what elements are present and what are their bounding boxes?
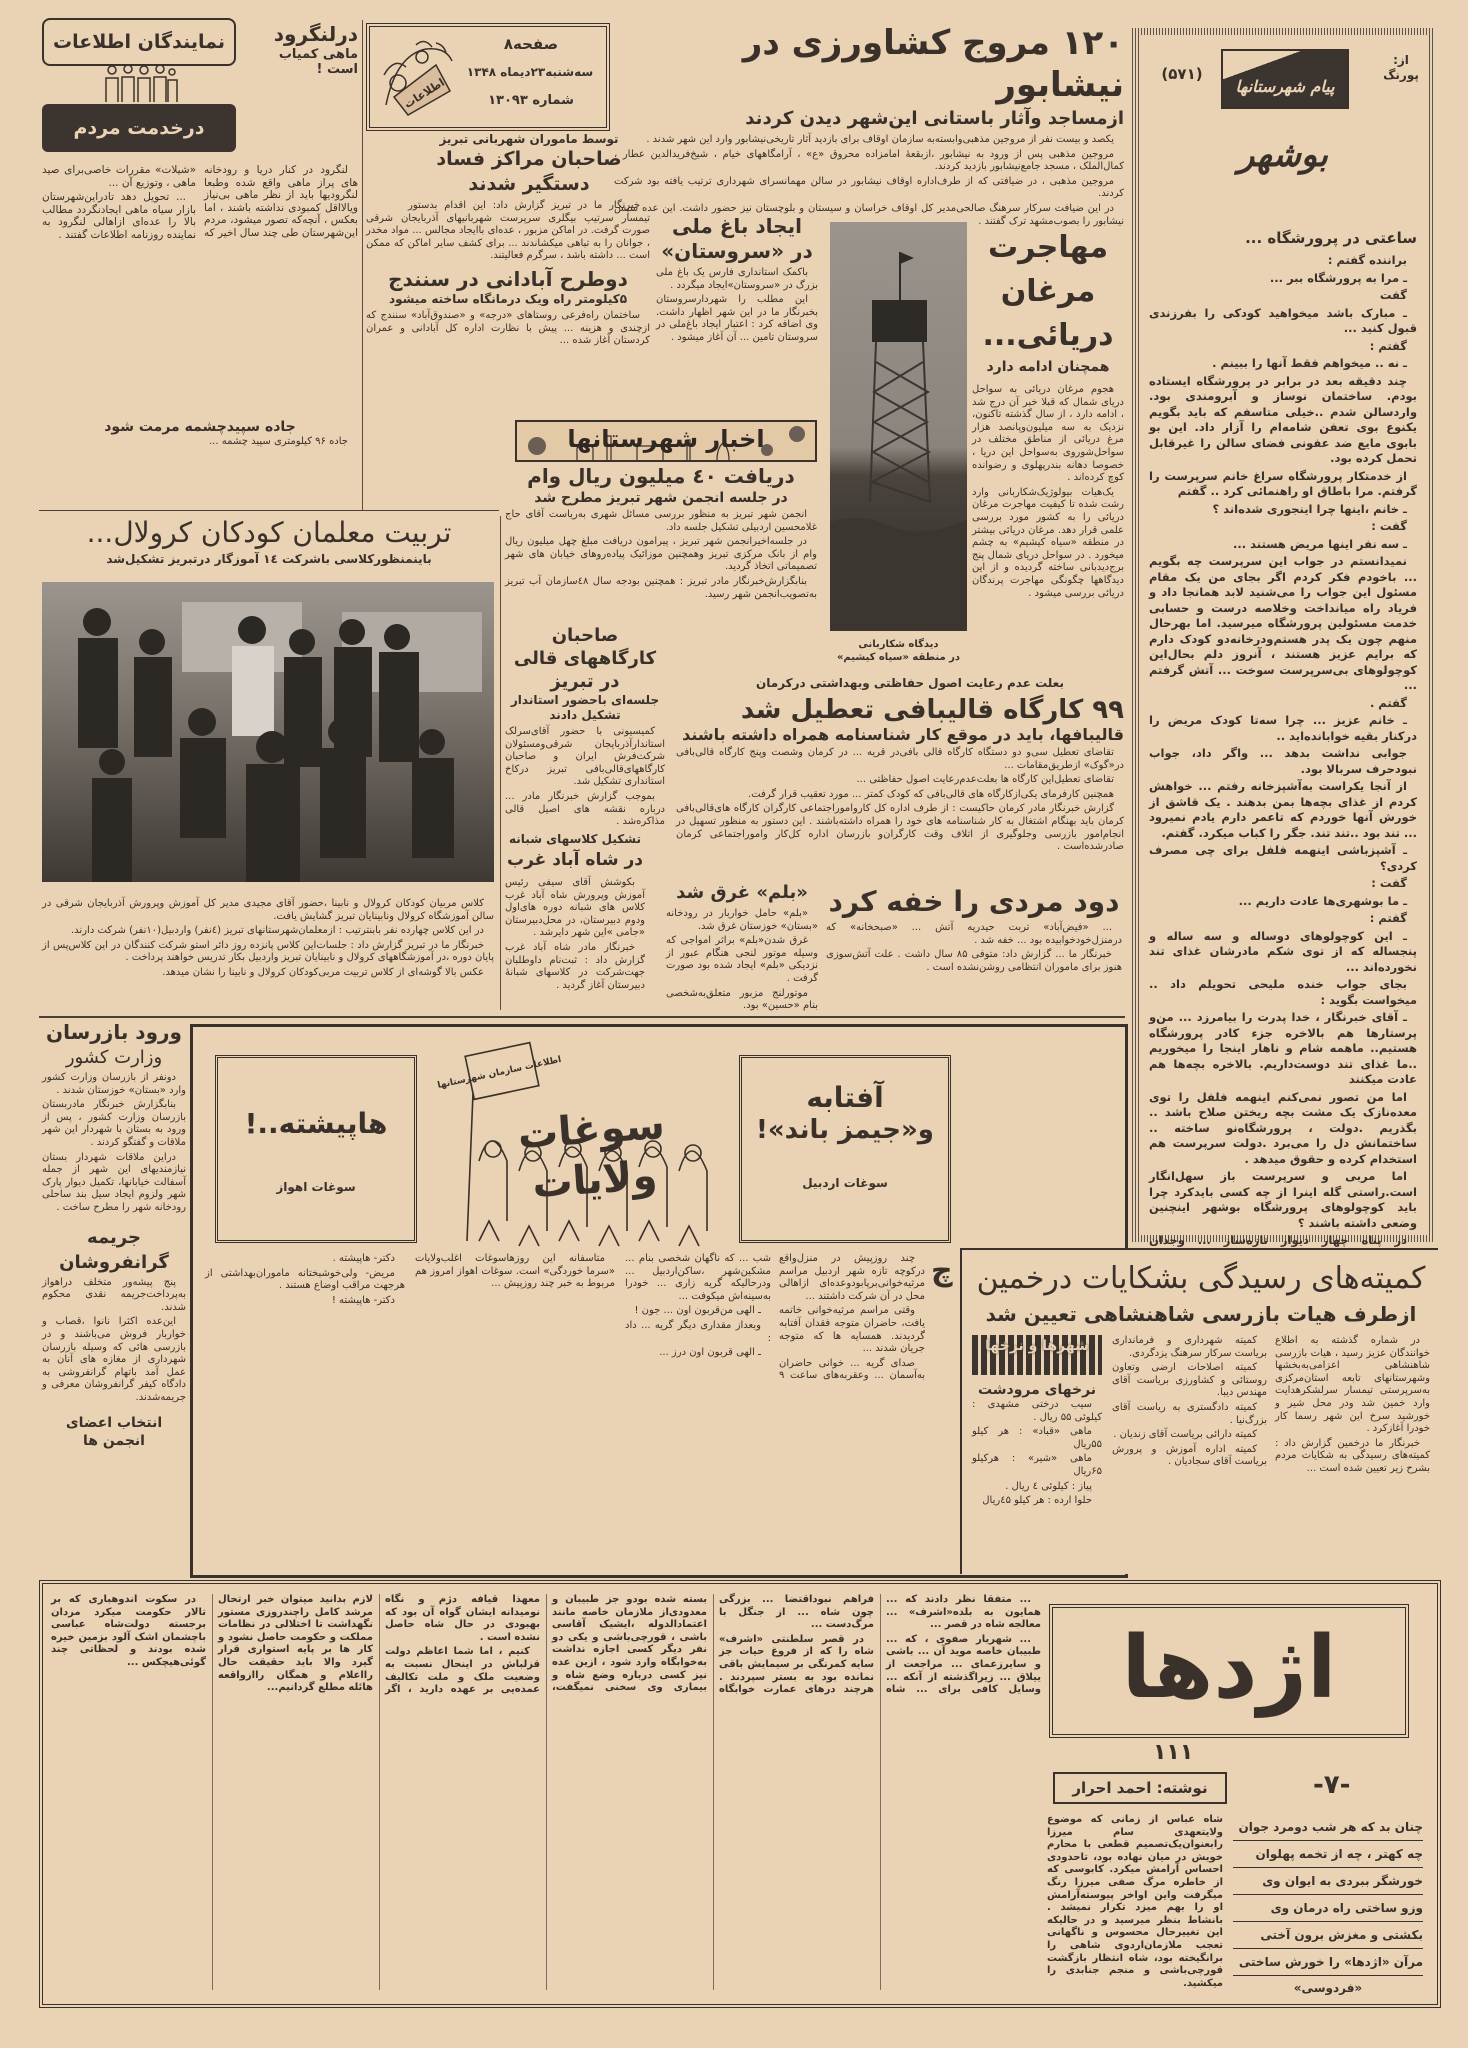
khomein-subhead: ازطرف هیات بازرسی شاهنشاهی تعیین شد xyxy=(985,1302,1417,1326)
neyshabur-clearance-spacer xyxy=(366,132,408,210)
hapishteh-box xyxy=(215,1055,417,1243)
column-divider xyxy=(362,20,363,510)
ettelaat-logo-icon xyxy=(376,35,460,119)
langrud-subhead: ماهی کمیاب است ! xyxy=(278,47,358,77)
paragraph: اما مربی و سرپرست باز سهل‌انگار است.راستی گله اینرا از چه کسی بایدکرد چرا باید کوچولوهای پرورشگاه بوشهر اینچنین وضعی داشته باشند ؟ xyxy=(1149,1169,1417,1230)
payam-city: بوشهر xyxy=(1238,135,1328,175)
kerman-body xyxy=(676,747,1124,854)
birds-headline-2: مرغان xyxy=(1000,274,1096,309)
loan-article xyxy=(505,464,817,603)
paragraph: گفت xyxy=(1379,288,1407,302)
serial-title: اژدها xyxy=(1121,1618,1337,1718)
payam-box xyxy=(1132,28,1434,1247)
serial-poem xyxy=(1233,1814,1423,2000)
carpet-tabriz-body xyxy=(505,726,665,829)
paragraph: براننده گفتم : xyxy=(1327,253,1407,267)
paragraph: گفتم . xyxy=(1369,695,1407,710)
watchtower-photo xyxy=(830,222,967,631)
paragraph: جوابی نداشت بدهد ... واگر داد، جواب نبودحرف سربالا بود. xyxy=(1149,746,1417,776)
paragraph: کمیته اصلاحات ارضی وتعاون روستائی و کشاورزی بریاست آقای مهندس دیبا. xyxy=(1112,1362,1267,1399)
paragraph: چند روزپیش در منزل‌واقع درکوچه تازه شهر اردبیل مراسم مرثیه‌خوانی‌برپابود‌وعده‌ای ازاهالی محل در آن شرکت داشتند ... xyxy=(779,1253,925,1302)
paragraph: در شماره گذشته به اطلاع خوانندگان عزیز رسید ، هیات بازرسی شاهنشاهی اعزامی‌به‌بخشها وشهرستانهای تابعه استان‌مرکزی به‌سرپرستی تیمسار سرلشکرهدایت وارد خمین شد ودر محل شیر و خورشید سرخ این شهر رسما کار خودرا آغازکرد . xyxy=(1275,1335,1430,1435)
price-item: ماهی «قباد» : هر کیلو ۵۵ریال xyxy=(972,1426,1102,1450)
payam-author-name: پورنگ xyxy=(1383,68,1419,82)
ostan-news-banner xyxy=(515,420,817,462)
sarvestan-headline-1: ایجاد باغ ملی xyxy=(672,214,802,238)
council-article xyxy=(42,1414,186,1450)
aftabe-source: سوغات اردبیل xyxy=(802,1176,888,1190)
langrud-headline: درلنگرود xyxy=(273,22,358,46)
fesad-kicker: توسط ماموران شهربانی تبریز xyxy=(439,132,619,146)
poem-line: وزو ساختی راه درمان وی xyxy=(1233,1895,1423,1922)
paragraph: عکس بالا گوشه‌ای از کلاس تربیت مربی‌کودکان کرولال و نابینا را نشان میدهد. xyxy=(162,966,484,978)
paragraph: ـ ما بوشهری‌ها عادت داریم ... xyxy=(1238,893,1407,908)
paragraph: خبرنگار ما در تبریز گزارش داد: این اقدام بدستور تیمسار سرتیپ بیگلری سرپرست شهربانیهای آذربایجان شرقی صورت گرفت. در اماکن مزبور ، عده‌ای باایجاد مجالس ... مواد مخدر ، جوانان را به تباهی میکشاندند ... برای کشف سایر اماکن که ممکن است ... داشته باشد ، سرگرم فعالیتند. xyxy=(366,200,650,262)
page-masthead xyxy=(366,23,610,131)
serial-section xyxy=(39,1580,1441,2008)
paragraph: بجای جواب خنده ملیحی تحویلم داد .. میخواست بگوید : xyxy=(1149,977,1417,1007)
smoke-article xyxy=(826,886,1122,976)
carpet-tabriz-subhead: جلسه‌ای باحضور استاندار تشکیل دادند xyxy=(510,693,660,722)
price-item: سیب درختی مشهدی : کیلوئی ۵۵ ریال . xyxy=(972,1399,1102,1423)
shahabad-kicker: تشکیل کلاسهای شبانه xyxy=(509,832,641,846)
paragraph: مریض- ولی‌خوشبختانه ماموران‌بهداشتی از هرجهت مراقب اوضاع هستند . xyxy=(205,1267,405,1292)
kerman-subhead: قالیبافها، باید در موقع کار شناسنامه همراه داشته باشند xyxy=(682,725,1124,744)
paragraph: پنج پیشه‌ور متخلف دراهواز به‌پرداخت‌جریمه نقدی محکوم شدند. xyxy=(42,1276,186,1313)
kids-caption xyxy=(42,898,494,982)
inspectors-article xyxy=(42,1020,186,1217)
paragraph: دونفر از بازرسان وزارت کشور وارد «بستان» خوزستان شدند . xyxy=(42,1072,186,1096)
payam-author-label: از: xyxy=(1393,53,1409,67)
paragraph: ـ الهی من‌قربون اون ... جون ! xyxy=(634,1305,761,1317)
paragraph: کمیته دارائی بریاست آقای زندیان . xyxy=(1113,1429,1257,1441)
paragraph: هجوم مرغان دریائی به سواحل دریای شمال که قبلا خبر آن درج شد ، ادامه دارد ، از سال گذشته تاکنون، نزدیک به سه میلیون‌وپانصد هزار مرغ دریائی از مناطق مختلف در سواحل‌شوروی به‌سواحل این دریا ، خصوصا دهانه بندرپهلوی و رضوانده کوچ کرده‌اند . xyxy=(972,384,1124,484)
paragraph: صدای گریه ... خوانی حاضران به‌آسمان ... وعقربه‌های ساعت ۹ شب ... که ناگهان شخصی بنام ... مشکین‌شهر ،ساکن‌اردبیل ... ودرحالیکه گریه زاری ... خودرا به‌سینه‌اش میکوفت ... xyxy=(625,1253,925,1382)
watchtower-image xyxy=(830,222,967,631)
inspectors-body xyxy=(42,1072,186,1215)
payam-number: (۵۷۱) xyxy=(1161,65,1203,83)
paragraph: دکتر- هاپیشته . xyxy=(332,1253,395,1264)
langrud-second-body xyxy=(42,436,358,449)
khomein-body xyxy=(1112,1335,1430,1476)
watchtower-caption-line-2: در منطقه «سیاه کیشیم» xyxy=(836,652,961,663)
poem-line: خورشگر ببردی به ایوان وی xyxy=(1233,1868,1423,1895)
watchtower-caption-line-1: دیدگاه شکاربانی xyxy=(858,639,939,650)
paragraph: ـ خانم عزیز ... چرا سه‌تا کودک مریض را درکنار بقیه خوابانده‌اید .. xyxy=(1149,713,1417,743)
paragraph: خبرنگار ما در تبریز گزارش داد : جلسات‌این کلاس پانزده روز دائر استو شرکت کنندگان در این کلاس‌پس از پایان دوره ،در آموزشگاههای کرولال و نابینایان تبریز واردبیل بکار تدریس خواهند پرداخت . xyxy=(42,939,494,964)
fesad-headline: صاحبان مراکز فساد دستگیر شدند xyxy=(436,148,622,195)
prices-list xyxy=(972,1399,1102,1508)
shahabad-body xyxy=(505,877,645,992)
issue-date: سه‌شنبه۲۳دیماه ۱۳۴۸ xyxy=(466,65,594,79)
council-headline-1: انتخاب اعضای xyxy=(65,1415,163,1432)
paragraph: ... شهریار صفوی ، که ... طبیبان خاصه موید آن ... باشی و سایرزعمای ... مراجعت از ییلاق ... زیراگذشته از آنکه ... وسایل کافی برای ... شاه فراهم نبوداقتضا ... بزرگی چون شاه ... از جنگل با مرگ‌دست ... xyxy=(719,1594,1041,1696)
birds-headline-1: مهاجرت xyxy=(987,230,1109,265)
fesad-article xyxy=(366,132,650,265)
paragraph: گفتم : xyxy=(1369,911,1407,925)
langrud-second-article xyxy=(42,418,358,451)
paragraph: خبرنگار ما ... گزارش داد: متوفی ۸۵ سال داشت . علت آتش‌سوزی هنوز برای ماموران انتظامی روشن‌نشده است . xyxy=(826,949,1122,973)
serial-title-box xyxy=(1049,1604,1409,1738)
watchtower-caption xyxy=(830,638,967,664)
page-number: صفحه۸ xyxy=(503,35,559,53)
paragraph: گفت : xyxy=(1371,876,1407,890)
paragraph: در این ضیافت سرکار سرهنگ صالحی‌مدیر کل اوقاف خراسان و سیستان و بلوچستان نیز حضور داشت. این عده سپس نیشابور را بصوب‌مشهد ترک گفتند . xyxy=(614,202,1124,227)
paragraph: تقاضای تعطیل سی‌و دو دستگاه کارگاه قالی بافی‌در قریه ... در کرمان وشصت وپنج کارگاه قالی‌بافی در«گوک» ازطریق‌مقامات ... xyxy=(676,747,1124,771)
paragraph: در این کلاس چهارده نفر بابنترتیب : ازمعلمان‌شهرستانهای تبریز (٤نفر) واردبیل(۱۰نفر) شرکت دارند. xyxy=(71,925,484,937)
profiteers-article xyxy=(42,1225,186,1407)
paragraph: «بلم» حامل خواربار در رودخانه «بستان» خوزستان غرق شد. xyxy=(666,908,818,932)
paragraph: متاسفانه این روزهاسوغات اغلب‌ولایات «سرما خوردگی» است. سوغات اهواز امروز هم مربوط به خبر چند روزپیش ... xyxy=(415,1253,615,1290)
paragraph: کنیم ، اما شما اعاظم دولت قزلباش در اینحال نسبت به وضعیت ملک و ملت تکالیف عمده‌یی بر عهده دارید ، اگر لازم بدانید میتوان خبر ارتحال مرشد کامل راچندروزی مستور نگهداشت تا اختلالی در نظامات مملکت و حکومت حاصل نشود و کار ها بر پایه استواری قرار گیرد والا باید حقیقت حال رااعلام و همگان راازواقعه هائله مطلع گردانیم... xyxy=(218,1594,540,1696)
paragraph: انجمن شهر تبریز به منظور بررسی مسائل شهری به‌ریاست آقای حاج غلامحسین اردبیلی تشکیل جلسه داد. xyxy=(505,509,817,533)
kerman-headline: ۹۹ کارگاه قالیبافی تعطیل شد xyxy=(740,695,1124,725)
paragraph: ـ مرا به پرورشگاه ببر ... xyxy=(1269,270,1407,285)
sanandaj-article xyxy=(366,267,650,350)
serial-author: نوشته: احمد احرار xyxy=(1053,1772,1227,1804)
poem-line: چنان بد که هر شب دومرد جوان xyxy=(1233,1814,1423,1841)
group-people-image xyxy=(42,582,494,882)
loan-headline: دریافت ٤۰ میلیون ریال وام xyxy=(527,464,795,488)
price-item: ماهی «شیر» : هرکیلو ۶۵ریال xyxy=(972,1453,1102,1477)
hapishteh-source: سوغات اهواز xyxy=(276,1180,356,1194)
paragraph: یکصد و بیست نفر از مروجین مذهبی‌وابسته‌به سازمان اوقاف برای بازدید آثار تاریخی‌نیشابور وارد این شهر شدند . xyxy=(646,134,1114,145)
serial-episode: -۷- xyxy=(1313,1770,1351,1800)
paragraph: مروجین مذهبی ، در ضیافتی که از طرف‌اداره اوقاف نیشابور در سالن مهمانسرای شهرداری ترتیب یافته بود شرکت کردند. xyxy=(614,175,1124,200)
paragraph: از خدمتکار پرورشگاه سراغ خانم سرپرست را گرفتم. مرا باطاق او راهنمائی کرد .. گفتم xyxy=(1149,468,1417,498)
profiteers-body xyxy=(42,1277,186,1405)
paragraph: گفت : xyxy=(1371,519,1407,533)
paragraph: ـ مبارک باشد میخواهید کودکی را بفرزندی قبول کنید ... xyxy=(1149,305,1417,335)
prices-title: نرخهای مرودشت xyxy=(977,1382,1097,1398)
paragraph: ـ این کوچولوهای دوساله و سه ساله و پنجساله که از توی شکم مادرشان غذای تند نخورده‌اند ... xyxy=(1149,928,1417,974)
paragraph: از آنجا یکراست به‌آشپزخانه رفتم ... خواهش کردم از غذای بچه‌ها بمن بدهند . یک قاشق از خورش آنها خوردم که تاعمر دارم یادم نمیرود ... تند بود ..تند تند. جگر را کباب میکرد. گفتم. xyxy=(1149,779,1417,840)
fesad-body xyxy=(366,200,650,263)
council-headline-2: انجمن ها xyxy=(83,1433,145,1450)
paragraph: بنابگزارش خبرنگار مادربستان بازرسان وزارت کشور ، پس از ورود به بستان با شهردار این شهر ملاقات و گفتگو کردند . xyxy=(42,1099,186,1148)
neyshabur-headline: ۱۲۰ مروج کشاورزی در نیشابور xyxy=(742,23,1124,105)
representatives-logo-top: نمایندگان اطلاعات xyxy=(42,18,236,66)
price-item: حلوا ارده : هر کیلو ٤۵ریال xyxy=(982,1495,1092,1507)
serial-body xyxy=(51,1594,1041,1990)
paragraph: لنگرود در کنار دریا و رودخانه های پراز ماهی واقع شده وطبعا لنگرودیها باید از نظر ماهی بی‌نیاز ویالااقل کمبودی نداشته باشند ، اما بعکس ، آنچه‌که تصور میشود، مردم این‌شهرستان طی چند سال اخیر که «شیلات» مقررات خاصی‌برای صید ماهی ، وتوزیع آن ... xyxy=(42,164,358,239)
paragraph: مروجین مذهبی پس از ورود به نیشابور ،ازبقعهٔ امامزاده محروق «ع» ، آرامگاههای خیام ، شیخ‌فریدالدین عطار ، کمال‌الملک ، مسجد جامع‌نیشابور بازدید کردند. xyxy=(614,148,1124,173)
ostan-news-title: اخبار شهرستانها xyxy=(567,425,765,453)
section-divider xyxy=(39,510,499,511)
aftabe-title-1: آفتابه xyxy=(806,1081,884,1114)
cartoon-sign-text: اطلاعات سازمان شهرستانها xyxy=(436,1054,563,1091)
neyshabur-subhead: ازمساجد وآثار باستانی این‌شهر دیدن کردند xyxy=(745,108,1124,129)
paragraph: دراین ملاقات شهردار بستان نیازمندیهای این شهر از جمله آسفالت خیابانها، تکمیل دیوار پارک شهر ولزوم ایجاد سیل بند ساحلی رودخانه شهر را مطرح ساخت . xyxy=(42,1151,186,1213)
paragraph: کمیته اداره آموزش و پرورش بریاست آقای سجادیان . xyxy=(1112,1443,1267,1468)
smoke-headline: دود مردی را خفه کرد xyxy=(828,885,1120,918)
inspectors-subhead: وزارت کشور xyxy=(65,1047,163,1068)
section-divider xyxy=(39,1016,1125,1018)
paragraph: یک‌هیات بیولوژیک‌شکاربانی وارد رشت شده تا کیفیت مهاجرت مرغان دریائی را به کشور مورد بررسی علمی قرار دهد. مرغان دریائی بیشتر در منطقه «سیاه کیشیم» به چشم میخورد . در سواحل دریای شمال پنج برج‌دیدبانی ساخته گردیده و از این دیدگاهها چگونگی مهاجرت پرندگان دریائی بررسی میشود . xyxy=(972,486,1124,599)
representatives-logo xyxy=(42,18,238,154)
sowghat-title: سوغات ولایات xyxy=(516,1101,667,1208)
paragraph: وبعداز مقداری دیگر گریه ... داد : xyxy=(625,1319,771,1344)
ardabil-body xyxy=(625,1253,925,1383)
kerman-article xyxy=(676,694,1124,856)
paragraph: در قصر سلطنتی «اشرف» شاه را که از فروغ حیات جز سایه کمرنگی بر سیمایش باقی نمانده بود به بستر سپردند . هرچند درهای عمارت خوابگاه بسته شده بودو جز طبیبان و معدودی‌از ملازمان خاصه مانند اعتمادالدوله ،ایشیک آقاسی باشی ، قورچی‌باشی و یکی دو نفر دیگر کسی اجازه نداشت به‌خوابگاه وارد شود ، ازین عده نیز کسی درباره وضع شاه و بیماری وی سخنی نمیگفت، معهذا قیافه دژم و نگاه نومیدانه ایشان گواه آن بود که بهبودی در حال شاه حاصل نشده است . xyxy=(385,1594,874,1696)
paragraph: ... «فیض‌آباد» تربت حیدریه آتش ... «صبحخانه» که درمنزل‌خودخوابیده بود ... خفه شد . xyxy=(826,922,1122,946)
paragraph: گفتم : xyxy=(1369,338,1407,353)
neyshabur-article xyxy=(614,22,1124,230)
paragraph: چند دقیقه بعد در برابر در پرورشگاه ایستاده بودم. ساختمان نوساز و آبرومندی بود. واردسالن شدم ..خیلی متاسفم که باید بگویم یکنوع بوی تعفن شامه‌ام را آزار داد. این بو بابوی مایع ضد عفونی فضای سالن را غیرقابل تحمل کرده بود. xyxy=(1149,373,1417,465)
prices-box xyxy=(972,1335,1102,1510)
loan-subhead: در جلسه انجمن شهر تبریز مطرح شد xyxy=(534,490,788,506)
birds-body xyxy=(972,384,1124,600)
sarvestan-body xyxy=(656,267,818,345)
paragraph: نمیدانستم در جواب این سرپرست چه بگویم ... باخودم فکر کردم اگر بجای من یک مقام مسئول این جواب را می‌شنید لابد همانجا داد و فریاد راه میانداخت وخلاصه درست و حسابی خدمت مسئولین پرورشگاه میرسید. اما بهرحال منهم چون یک پدر هستم‌ودرخانه‌دو کودک دارم که برایم عزیز هستند ، آنروز دلم بحال‌این کوچولوهای بی‌سرپرست سوخت ... آتش گرفتم ... xyxy=(1149,554,1417,692)
poem-line: بکشتی و مغزش برون آختی xyxy=(1233,1922,1423,1949)
payam-author xyxy=(1381,53,1421,83)
paragraph: در پناه چهار دیوار تازه‌ساز ... وجدان xyxy=(1149,1233,1407,1247)
paragraph: کمیته شهرداری و فرمانداری بریاست سرکار سرهنگ یزدگردی. xyxy=(1112,1335,1267,1359)
sowghat-intro xyxy=(415,1253,615,1293)
paragraph: ... تحویل دهد تادراین‌شهرستان بازار سیاه ماهی ایجادنگردد مطالب بالا را عده‌ای ازاهالی لنگرود به نماینده روزنامه اطلاعات گفتند . xyxy=(42,191,196,241)
paragraph: دکتر- هاپیشته ! xyxy=(331,1294,395,1306)
poem-line: مرآن «اژدها» را خورش ساختی xyxy=(1233,1949,1423,1976)
kids-subhead: باینمنظورکلاسی باشرکت ۱٤ آموزگار درتبریز تشکیل‌شد xyxy=(106,552,432,566)
fesad-sanandaj-column xyxy=(366,132,650,350)
shahabad-headline: در شاه آباد غرب xyxy=(507,850,643,870)
hapishteh-title: هاپیشته..! xyxy=(244,1107,388,1140)
birds-headline-3: دریائی... xyxy=(982,318,1114,353)
paragraph: غرق شدن«بلم» براثر امواجی که وسیله موتور لنجی هنگام عبور از نزدیکی «بلم» ایجاد شده بود صورت گرفت . xyxy=(666,935,818,984)
balam-headline: «بلم» غرق شد xyxy=(676,882,808,903)
paragraph: همچنین کارفرمای یکی‌ازکارگاه های قالی‌بافی که کودک کمتر ... مورد تعقیب قرار گرفت. xyxy=(747,788,1114,800)
birds-article xyxy=(972,226,1124,602)
paragraph: بموجب گزارش خبرنگار مادر ... درباره نقشه های اصیل قالی مذاکره‌شد . xyxy=(505,790,665,828)
paragraph: باکمک استانداری فارس یک باغ ملی بزرگ در «سروستان»ایجاد میگردد . xyxy=(656,267,818,291)
paragraph: بنابگزارش‌خبرنگار مادر تبریز : همچنین بودجه سال ٤۸سازمان آب تبریز به‌تصویب‌انجمن شهر رسید. xyxy=(505,575,817,600)
paragraph: ساختمان راه‌فرعی روستاهای «درجه» و «صندوق‌آباد» سنندج که ازچندی و هزینه ... پیش با نظارت اداره کل آبادانی و عمران کردستان آغاز شده ... xyxy=(366,309,650,347)
paragraph: این‌عده اکثرا نانوا ،قصاب و خواربار فروش می‌باشند و در بازرسی هائی که وسیله بازرسان شهرداری از مغازه های آنان به عمل آمد باتهام گرانفروشی به دادگاه کیفر گرانفروشان معرفی و جریمه‌شدند. xyxy=(42,1316,186,1403)
kids-headline: تربیت معلمان کودکان کرولال... xyxy=(86,516,452,549)
ardabil-dropcap: چ xyxy=(931,1253,953,1288)
payam-headline: ساعتی در پرورشگاه ... xyxy=(1245,229,1417,247)
paragraph: در جلسه‌اخیرانجمن شهر تبریز ، پیرامون دریافت مبلغ چهل میلیون ریال وام از بانک مرکزی تبریز وهمچنین موزائیک پیاده‌روهای خیابان های شهر تصمیماتی اتخاذ گردید. xyxy=(505,536,817,573)
khomein-headline: کمیته‌های رسیدگی بشکایات درخمین xyxy=(976,1261,1426,1296)
balam-article xyxy=(666,880,818,1015)
paragraph: کلاس مربیان کودکان کرولال و نابینا ،حضور آقای مجیدی مدیر کل آموزش وپرورش آذربایجان شرقی در سالن آموزشگاه کرولال ونابینایان تبریز گشایش یافت. xyxy=(42,898,494,922)
paragraph: ... متفقا نظر دادند که ... همایون به بلده«اشرف» ... معالجه شاه در قصر ... xyxy=(886,1594,1041,1631)
serial-intro: شاه عباس از زمانی که موضوع ولایتعهدی سام میرزا رابعنوان‌یک‌تصمیم قطعی با محارم خویش در میان نهاده بود، تاحدودی احساس آرامش میکرد. کابوسی که از خاطره مرگ صفی میرزا رنگ میگرفت واین اواخر پیوسته‌آرامش او را بهم میزد تکرار نمیشد . بانشاط بنظر میرسید و در حالیکه این تغییرحال محسوس و ناگهانی تعجب ملازمان‌اردوی شاهی را برانگیخته بود، شاه انتظار بازگشت قورچی‌باشی و منجم جنابدی را میکشید. xyxy=(1047,1814,1223,1989)
payam-box-inner xyxy=(1139,35,1427,1247)
paragraph: ـ خانم ،اینها چرا اینجوری شده‌اند ؟ xyxy=(1212,501,1407,516)
loan-body xyxy=(505,509,817,601)
bottom-left-column xyxy=(42,1020,186,1450)
logo-text: اطلاعات xyxy=(401,75,447,111)
langrud-article xyxy=(246,22,358,77)
aftabe-box xyxy=(739,1055,951,1243)
price-item: پیاز : کیلوئی ٤ ریال . xyxy=(1005,1480,1092,1492)
carpet-tabriz-headline: صاحبان کارگاههای قالی در تبریز xyxy=(513,625,657,692)
teachers-class-photo xyxy=(42,582,494,882)
paragraph: ـ سه نفر اینها مریض هستند ... xyxy=(1233,536,1407,551)
sarvestan-article xyxy=(656,214,818,347)
khomein-columns xyxy=(972,1335,1430,1510)
paragraph: بکوشش آقای سیفی رئیس آموزش وپرورش شاه آباد غرب کلاس های شبانه دوره های‌اول ودوم دبیرستان، در محل‌دبیرستان «جامی »این شهر دایرشد . xyxy=(505,877,645,939)
paragraph: کمیته دادگستری به ریاست آقای بزرگ‌نیا . xyxy=(1112,1401,1267,1426)
profiteers-headline: جریمه گرانفروشان xyxy=(59,1226,169,1273)
paragraph: ـ آشپزباشی اینهمه فلفل برای چی مصرف کردی؟ xyxy=(1149,843,1417,873)
paragraph: ـ الهی قربون اون درز ... xyxy=(659,1347,761,1359)
paragraph: ـ نه .. میخواهم فقط آنها را ببینم . xyxy=(1212,356,1407,370)
paragraph: اما من تصور نمی‌کنم اینهمه فلفل را توی معده‌نازک یک مشت بچه ریختن صلاح باشد .. بگذریم .دولت ، پرورشگاه‌نو ساخته .. ساختمانش دل را می‌برد .دولت سرپرست هم استخدام کرده و حقوق میدهد . xyxy=(1149,1089,1417,1166)
paragraph: موتورلنج مزبور متعلق‌به‌شخصی بنام «حسین» بود. xyxy=(666,987,818,1012)
sarvestan-headline-2: در «سروستان» xyxy=(661,239,813,263)
paragraph: جاده ۹۶ کیلومتری سپید چشمه ... xyxy=(209,436,348,447)
paragraph: گزارش خبرنگار مادر کرمان حاکیست : از طرف اداره کل کارواموراجتماعی کارگران کارگاه های‌قالی‌بافی کرمان باید بهنگام اشتغال به کار شناسنامه های خود را همراه داشته‌باشند . این دستور به منظور تسهیل در انجام‌امور بازرسی وجلوگیری از اتلاف وقت کارگران‌و بازرسان اداره کل‌کار واموراجتماعی کرمان صادرشده‌است . xyxy=(676,803,1124,853)
paragraph: ـ آقای خبرنگار ، خدا پدرت را بیامرزد ... من‌و پرستارها هم بالاخره جزء کادر پرورشگاه هستیم.. ماهمه شام و ناهار اینجا را میخوریم ..ما غذای تند دوست‌داریم. بالاخره بچه‌ها هم عادت میکنند xyxy=(1149,1010,1417,1086)
paragraph: خبرنگار مادر شاه آباد غرب گزارش داد : ثبت‌نام داوطلبان جهت‌شرکت در کلاسهای شبانهٔ دبیرستان آغاز گردید . xyxy=(505,941,645,991)
paragraph: در سکوت اندوهباری که بر تالار حکومت میکرد مردان برجسته دولت‌شاه عباسی باچشمان اشک آلود بزمین خیره شده بودند و لحظاتی چند گوئی‌هیچکس ... xyxy=(51,1594,206,1668)
paragraph: تقاضای تعطیل‌این کارگاه ها بعلت‌عدم‌رعایت اصول حفاظتی ... xyxy=(856,774,1114,786)
people-silhouette-icon xyxy=(102,64,178,104)
langrud-second-headline: جاده سپیدچشمه مرمت شود xyxy=(104,419,296,435)
paragraph: این مطلب را شهردارسروستان بخبرنگار ما در این شهر اظهار داشت. وی اضافه کرد : اعتبار ایجاد باغ‌ملی در سروستان تامین ... آن آغاز میشود . xyxy=(656,294,818,343)
shahabad-article xyxy=(505,830,645,994)
column-divider xyxy=(500,516,501,1010)
langrud-body xyxy=(42,164,358,242)
issue-number: شماره ۱۳۰۹۳ xyxy=(488,93,574,108)
balam-body xyxy=(666,908,818,1013)
smoke-body xyxy=(826,922,1122,974)
aftabe-title-2: و«جیمز باند»! xyxy=(756,1115,934,1145)
paragraph: وقتی مراسم مرثیه‌خوانی خاتمه یافت، حاضران متوجه فقدان آفتابه گردیدند. همسایه ها که متوجه جریان شدند ... xyxy=(779,1305,925,1355)
birds-subhead: همچنان ادامه دارد xyxy=(986,359,1110,375)
carpet-tabriz-article xyxy=(505,624,665,831)
paragraph: کمیسیونی با حضور آقای‌سرلک استاندارآذربایجان شرقی‌ومسئولان شرکت‌فرش ایران و صاحبان کارگاههای‌قالی‌بافی تبریز درکاخ استانداری تشکیل شد. xyxy=(505,726,665,788)
inspectors-headline: ورود بازرسان xyxy=(46,1020,182,1044)
paragraph: خبرنگار ما درخمین گزارش داد : کمیته‌های رسیدگی به شکایات مردم بشرح زیر تعیین شده است ... xyxy=(1275,1437,1430,1474)
sanandaj-headline: دوطرح آبادانی در سنندج xyxy=(388,266,628,291)
kerman-kicker: بعلت عدم رعایت اصول حفاظتی وبهداشتی درکرمان xyxy=(756,676,1064,690)
kids-article xyxy=(39,514,499,567)
hapishteh-body xyxy=(205,1253,405,1309)
poem-poet: «فردوسی» xyxy=(1293,1981,1363,1995)
poem-line: چه کهتر ، چه از تخمه پهلوان xyxy=(1233,1841,1423,1868)
serial-marks: ۱۱۱ xyxy=(1153,1740,1194,1765)
representatives-logo-bottom: درخدمت مردم xyxy=(42,104,236,152)
payam-body xyxy=(1149,253,1417,1247)
sanandaj-subhead: ۵کیلومتر راه ویک درمانگاه ساخته میشود xyxy=(388,291,628,306)
shahrha-nerkhha-logo: شهرها و نرخها xyxy=(972,1335,1102,1375)
khomein-section xyxy=(960,1248,1438,1574)
sanandaj-body xyxy=(366,310,650,348)
payam-logo: پیام شهرستانها xyxy=(1221,49,1349,109)
